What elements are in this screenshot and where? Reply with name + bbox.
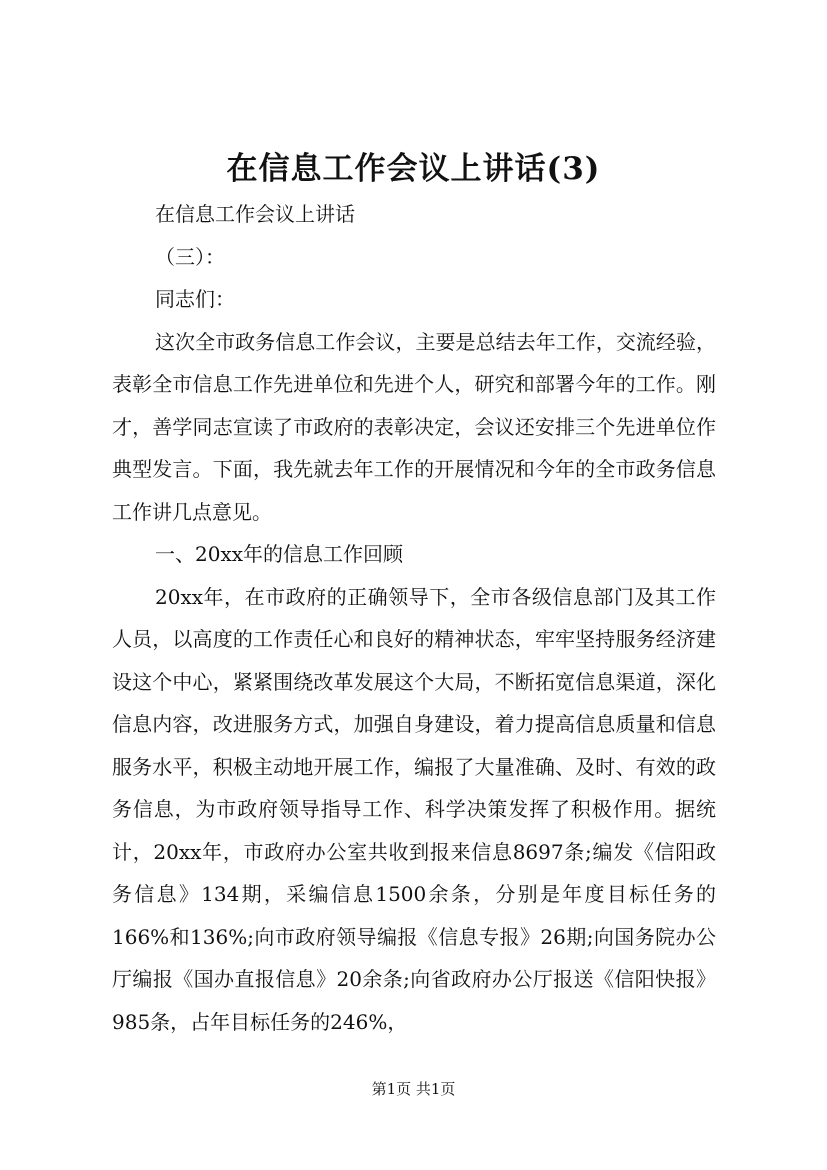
document-title: 在信息工作会议上讲话(3): [226, 151, 601, 187]
document-body: [112, 193, 716, 1043]
paragraph-heading: 在信息工作会议上讲话: [155, 202, 355, 226]
section-heading: 一、20xx年的信息工作回顾: [155, 542, 404, 566]
page-footer: 第1页 共1页: [371, 1080, 456, 1098]
paragraph-review: 20xx年，在市政府的正确领导下，全市各级信息部门及其工作人员，以高度的工作责任心和良好的精神状态，牢牢坚持服务经济建设这个中心，紧紧围绕改革发展这个大局，不断拓宽信息渠道，深化信息内容，改进服务方式，加强自身建设，着力提高信息质量和信息服务水平，积极主动地开展工作，编报了大量准确、及时、有效的政务信息，为市政府领导指导工作、科学决策发挥了积极作用。据统计，20xx年，市政府办公室共收到报来信息8697条;编发《信阳政务信息》134期，采编信息1500余条，分别是年度目标任务的166%和136%;向市政府领导编报《信息专报》26期;向国务院办公厅编报《国办直报信息》20余条;向省政府办公厅报送《信阳快报》985条，占年目标任务的246%，: [112, 584, 716, 1034]
paragraph-intro: 这次全市政务信息工作会议，主要是总结去年工作，交流经验，表彰全市信息工作先进单位和先进个人，研究和部署今年的工作。刚才，善学同志宣读了市政府的表彰决定，会议还安排三个先进单位作典型发言。下面，我先就去年工作的开展情况和今年的全市政务信息工作讲几点意见。: [112, 329, 716, 524]
paragraph-salutation: 同志们：: [155, 287, 235, 311]
paragraph-subheading: （三）：: [155, 244, 225, 269]
